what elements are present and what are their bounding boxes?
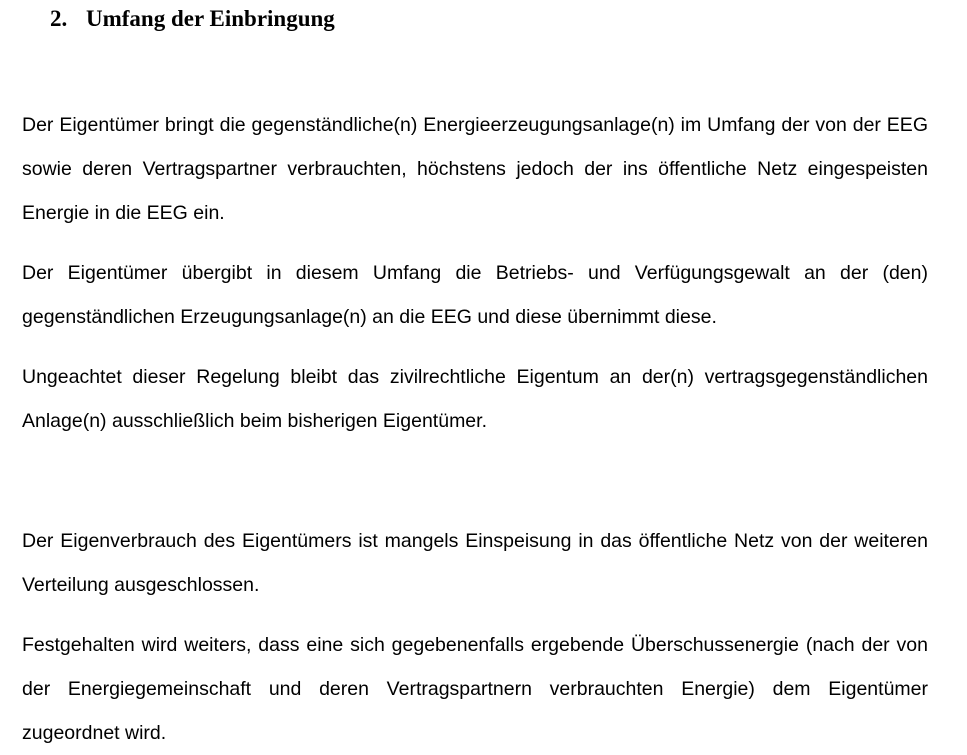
paragraph-einbringung-umfang: Der Eigentümer bringt die gegenständliche(n) Energieerzeugungsanlage(n) im Umfang der von der EEG sowie deren Vertragspartner verbrauchten, höchstens jedoch der ins öffentliche Netz eingespeisten Energie in die EEG ein. [22, 114, 928, 224]
section-number: 2. [50, 6, 68, 31]
section-heading [50, 4, 335, 34]
section-title: Umfang der Einbringung [86, 6, 335, 31]
paragraph-eigentum: Ungeachtet dieser Regelung bleibt das zivilrechtliche Eigentum an der(n) vertragsgegenständlichen Anlage(n) ausschließlich beim bisherigen Eigentümer. [22, 366, 928, 432]
paragraph-eigenverbrauch: Der Eigenverbrauch des Eigentümers ist mangels Einspeisung in das öffentliche Netz von der weiteren Verteilung ausgeschlossen. [22, 530, 928, 596]
paragraph-verfuegungsgewalt: Der Eigentümer übergibt in diesem Umfang die Betriebs- und Verfügungsgewalt an der (den) gegenständlichen Erzeugungsanlage(n) an die EEG und diese übernimmt diese. [22, 262, 928, 328]
paragraph-ueberschussenergie: Festgehalten wird weiters, dass eine sich gegebenenfalls ergebende Überschussenergie (nach der von der Energiegemeinschaft und deren Vertragspartnern verbrauchten Energie) dem Eigentümer zugeordnet wird. [22, 634, 928, 744]
